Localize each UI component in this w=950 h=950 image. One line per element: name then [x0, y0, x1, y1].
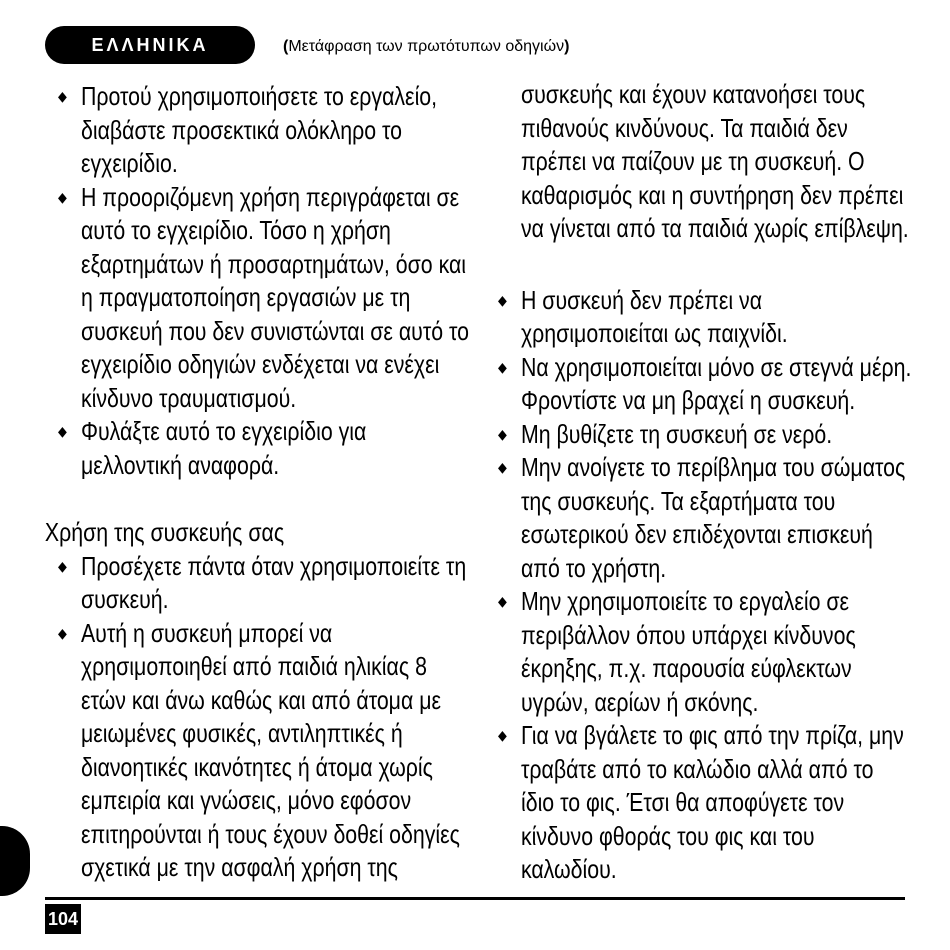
list-item	[498, 418, 912, 452]
open-paren: (	[283, 38, 289, 55]
list-item	[498, 284, 912, 351]
diamond-bullet-icon: ◆	[498, 425, 507, 442]
diamond-bullet-icon: ◆	[58, 88, 67, 104]
list-item-text: Προτού χρησιμοποιήσετε το εργαλείο, διαβάστε προσεκτικά ολόκληρο το εγχειρίδιο.	[80, 81, 438, 178]
list-item-text: Μη βυθίζετε τη συσκευή σε νερό.	[520, 418, 833, 449]
diamond-bullet-icon: ◆	[498, 291, 507, 308]
diamond-bullet-icon: ◆	[498, 593, 507, 609]
close-paren: )	[564, 38, 570, 55]
continuation-text: συσκευής και έχουν κατανοήσει τους πιθανούς κινδύνους. Τα παιδιά δεν πρέπει να παίζουν με τη συσκευή. Ο καθαρισμός και η συντήρηση δεν πρέπει να γίνεται από τα παιδιά χωρίς επίβλεψη.	[520, 79, 909, 243]
list-item-text: Να χρησιμοποιείται μόνο σε στεγνά μέρη. Φροντίστε να μη βραχεί η συσκευή.	[520, 351, 912, 415]
diamond-bullet-icon: ◆	[58, 624, 67, 641]
paragraph-gap	[498, 246, 912, 284]
list-item-text: Προσέχετε πάντα όταν χρησιμοποιείτε τη συσκευή.	[80, 550, 467, 614]
list-item	[498, 719, 912, 887]
section-heading: Χρήση της συσκευής σας	[44, 517, 285, 547]
list-item-text: Η συσκευή δεν πρέπει να χρησιμοποιείται ως παιχνίδι.	[520, 284, 788, 348]
list-item	[498, 451, 912, 585]
list-item-text: Η προοριζόμενη χρήση περιγράφεται σε αυτό το εγχειρίδιο. Τόσο η χρήση εξαρτημάτων ή προσαρτημάτων, όσο και η πραγματοποίηση εργασιών με τη συσκευή που δεν συνιστώνται σε αυτό το εγχειρίδιο οδηγιών ενδέχεται να ενέχει κίνδυνο τραυματισμού.	[80, 181, 469, 413]
list-item-text: Φυλάξτε αυτό το εγχειρίδιο για μελλοντική αναφορά.	[80, 416, 367, 480]
diamond-bullet-icon: ◆	[58, 423, 67, 439]
usage-list	[58, 550, 472, 885]
list-item	[58, 181, 472, 416]
list-item-text: Για να βγάλετε το φις από την πρίζα, μην τραβάτε από το καλώδιο αλλά από το ίδιο το φις. Έτσι θα αποφύγετε τον κίνδυνο φθοράς του φις και του καλωδίου.	[520, 720, 904, 884]
page-number: 104	[45, 904, 81, 934]
diamond-bullet-icon: ◆	[498, 459, 507, 475]
list-item	[58, 80, 472, 181]
translation-note	[283, 38, 569, 56]
list-item	[58, 617, 472, 885]
list-item	[58, 550, 472, 617]
side-thumb-tab	[0, 826, 30, 896]
footer-rule	[45, 897, 905, 900]
list-item-text: Μην χρησιμοποιείτε το εργαλείο σε περιβάλλον όπου υπάρχει κίνδυνος έκρηξης, π.χ. παρουσία εύφλεκτων υγρών, αερίων ή σκόνης.	[520, 586, 856, 717]
list-item	[58, 415, 472, 482]
safety-list	[58, 80, 472, 482]
diamond-bullet-icon: ◆	[498, 358, 507, 375]
diamond-bullet-icon: ◆	[498, 727, 507, 743]
diamond-bullet-icon: ◆	[58, 557, 67, 574]
list-item	[498, 585, 912, 719]
right-column	[498, 78, 912, 887]
warning-list	[498, 284, 912, 887]
list-item-text: Μην ανοίγετε το περίβλημα του σώματος της συσκευής. Τα εξαρτήματα του εσωτερικού δεν επιδέχονται επισκευή από το χρήστη.	[520, 452, 906, 583]
list-item-text: Αυτή η συσκευή μπορεί να χρησιμοποιηθεί από παιδιά ηλικίας 8 ετών και άνω καθώς και από άτομα με μειωμένες φυσικές, αντιληπτικές ή διανοητικές ικανότητες ή άτομα χωρίς εμπειρία και γνώσεις, μόνο εφόσον επιτηρούνται ή τους έχουν δοθεί οδηγίες σχετικά με την ασφαλή χρήση της	[80, 617, 460, 882]
list-item	[498, 351, 912, 418]
translation-note-text: Μετάφραση των πρωτότυπων οδηγιών	[288, 38, 565, 55]
language-badge: ΕΛΛΗΝΙΚΑ	[45, 26, 255, 64]
diamond-bullet-icon: ◆	[58, 188, 67, 205]
left-column	[44, 80, 472, 885]
